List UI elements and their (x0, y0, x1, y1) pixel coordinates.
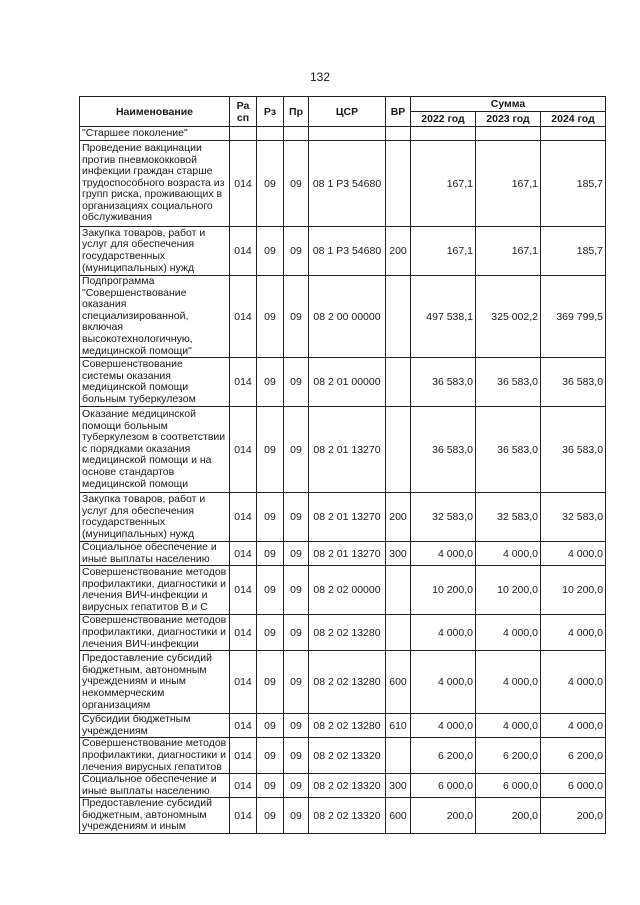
table-row (80, 798, 606, 834)
cell-s2022: 6 200,0 (411, 738, 476, 774)
cell-vr (386, 276, 411, 358)
cell-s2022: 167,1 (411, 141, 476, 227)
cell-csr: 08 2 00 00000 (309, 276, 386, 358)
cell-pr: 09 (284, 141, 309, 227)
cell-csr (309, 127, 386, 141)
cell-rz: 09 (257, 798, 284, 834)
cell-pr: 09 (284, 714, 309, 738)
cell-s2022: 4 000,0 (411, 714, 476, 738)
table-row (80, 358, 606, 407)
cell-rz: 09 (257, 276, 284, 358)
cell-s2022: 167,1 (411, 227, 476, 276)
cell-rasp (230, 127, 257, 141)
table-row (80, 615, 606, 651)
cell-s2023 (476, 127, 541, 141)
cell-vr (386, 566, 411, 615)
cell-s2022: 4 000,0 (411, 651, 476, 714)
cell-name: Предоставление субсидий бюджетным, автономным учреждениям и иным некоммерческим организациям (80, 651, 230, 714)
header-rasp: Ра сп (230, 97, 257, 127)
cell-rasp: 014 (230, 358, 257, 407)
cell-csr: 08 2 01 00000 (309, 358, 386, 407)
cell-name: Субсидии бюджетным учреждениям (80, 714, 230, 738)
cell-s2023: 167,1 (476, 227, 541, 276)
cell-rz: 09 (257, 651, 284, 714)
cell-vr (386, 127, 411, 141)
cell-s2023: 6 200,0 (476, 738, 541, 774)
cell-s2022: 4 000,0 (411, 542, 476, 566)
cell-name: Совершенствование системы оказания медицинской помощи больным туберкулезом (80, 358, 230, 407)
cell-vr (386, 738, 411, 774)
cell-s2024: 4 000,0 (541, 615, 606, 651)
cell-s2023: 36 583,0 (476, 358, 541, 407)
cell-vr: 200 (386, 227, 411, 276)
cell-s2024: 6 000,0 (541, 774, 606, 798)
cell-rasp: 014 (230, 227, 257, 276)
cell-rz: 09 (257, 774, 284, 798)
table-row (80, 493, 606, 542)
cell-csr: 08 2 01 13270 (309, 407, 386, 493)
cell-rz: 09 (257, 542, 284, 566)
cell-name: Совершенствование методов профилактики, диагностики и лечения ВИЧ-инфекции и вирусных гепатитов В и С (80, 566, 230, 615)
cell-s2024 (541, 127, 606, 141)
cell-rasp: 014 (230, 542, 257, 566)
cell-vr (386, 407, 411, 493)
cell-s2024: 36 583,0 (541, 407, 606, 493)
cell-rz: 09 (257, 566, 284, 615)
cell-s2024: 185,7 (541, 227, 606, 276)
cell-s2022: 497 538,1 (411, 276, 476, 358)
cell-csr: 08 2 02 13320 (309, 774, 386, 798)
cell-s2023: 200,0 (476, 798, 541, 834)
table-row (80, 714, 606, 738)
cell-rz: 09 (257, 141, 284, 227)
cell-rasp: 014 (230, 276, 257, 358)
table-row (80, 651, 606, 714)
cell-name: "Старшее поколение" (80, 127, 230, 141)
cell-rasp: 014 (230, 774, 257, 798)
header-sum: Сумма (411, 97, 606, 112)
cell-rz: 09 (257, 227, 284, 276)
cell-s2022: 10 200,0 (411, 566, 476, 615)
cell-rasp: 014 (230, 141, 257, 227)
cell-rasp: 014 (230, 798, 257, 834)
cell-pr: 09 (284, 227, 309, 276)
cell-rz: 09 (257, 615, 284, 651)
header-2023: 2023 год (476, 112, 541, 127)
cell-s2023: 36 583,0 (476, 407, 541, 493)
cell-s2023: 4 000,0 (476, 651, 541, 714)
cell-s2023: 167,1 (476, 141, 541, 227)
cell-rasp: 014 (230, 493, 257, 542)
header-csr: ЦСР (309, 97, 386, 127)
table-row (80, 542, 606, 566)
cell-s2023: 4 000,0 (476, 542, 541, 566)
cell-csr: 08 2 02 13320 (309, 738, 386, 774)
cell-pr: 09 (284, 542, 309, 566)
cell-vr: 610 (386, 714, 411, 738)
cell-pr: 09 (284, 798, 309, 834)
cell-s2023: 10 200,0 (476, 566, 541, 615)
cell-pr: 09 (284, 407, 309, 493)
cell-pr: 09 (284, 738, 309, 774)
cell-vr: 300 (386, 542, 411, 566)
table-row (80, 566, 606, 615)
cell-rz: 09 (257, 493, 284, 542)
table-row (80, 276, 606, 358)
cell-rasp: 014 (230, 738, 257, 774)
cell-vr: 600 (386, 651, 411, 714)
cell-vr (386, 358, 411, 407)
cell-rasp: 014 (230, 714, 257, 738)
cell-rz: 09 (257, 738, 284, 774)
cell-s2024: 4 000,0 (541, 651, 606, 714)
cell-s2023: 4 000,0 (476, 714, 541, 738)
cell-vr (386, 615, 411, 651)
cell-csr: 08 1 P3 54680 (309, 141, 386, 227)
cell-s2024: 185,7 (541, 141, 606, 227)
cell-csr: 08 2 02 13280 (309, 615, 386, 651)
cell-name: Совершенствование методов профилактики, диагностики и лечения ВИЧ-инфекции (80, 615, 230, 651)
cell-rz: 09 (257, 714, 284, 738)
cell-rasp: 014 (230, 407, 257, 493)
cell-s2024: 32 583,0 (541, 493, 606, 542)
table-row (80, 738, 606, 774)
cell-s2023: 32 583,0 (476, 493, 541, 542)
cell-s2023: 325 002,2 (476, 276, 541, 358)
budget-table (79, 96, 606, 834)
cell-vr: 200 (386, 493, 411, 542)
cell-s2024: 6 200,0 (541, 738, 606, 774)
table-row (80, 127, 606, 141)
table-row (80, 407, 606, 493)
table-body (80, 127, 606, 834)
cell-csr: 08 2 02 13280 (309, 651, 386, 714)
header-name: Наименование (80, 97, 230, 127)
cell-name: Оказание медицинской помощи больным туберкулезом в соответствии с порядками оказания медицинской помощи и на основе стандартов медицинской помощи (80, 407, 230, 493)
cell-s2022: 4 000,0 (411, 615, 476, 651)
cell-s2024: 369 799,5 (541, 276, 606, 358)
cell-csr: 08 2 02 13320 (309, 798, 386, 834)
table-row (80, 141, 606, 227)
cell-name: Предоставление субсидий бюджетным, автономным учреждениям и иным (80, 798, 230, 834)
cell-s2023: 4 000,0 (476, 615, 541, 651)
header-rz: Рз (257, 97, 284, 127)
cell-s2022: 36 583,0 (411, 407, 476, 493)
cell-s2024: 10 200,0 (541, 566, 606, 615)
cell-csr: 08 1 P3 54680 (309, 227, 386, 276)
cell-s2022 (411, 127, 476, 141)
cell-name: Совершенствование методов профилактики, диагностики и лечения вирусных гепатитов (80, 738, 230, 774)
cell-vr (386, 141, 411, 227)
cell-s2022: 200,0 (411, 798, 476, 834)
cell-pr: 09 (284, 358, 309, 407)
page-number: 132 (309, 70, 331, 84)
cell-pr: 09 (284, 566, 309, 615)
cell-csr: 08 2 02 00000 (309, 566, 386, 615)
header-2024: 2024 год (541, 112, 606, 127)
cell-s2024: 4 000,0 (541, 542, 606, 566)
table-header (80, 97, 606, 127)
cell-pr: 09 (284, 276, 309, 358)
header-2022: 2022 год (411, 112, 476, 127)
cell-s2022: 36 583,0 (411, 358, 476, 407)
cell-vr: 600 (386, 798, 411, 834)
cell-rasp: 014 (230, 615, 257, 651)
cell-name: Социальное обеспечение и иные выплаты населению (80, 774, 230, 798)
cell-name: Закупка товаров, работ и услуг для обеспечения государственных (муниципальных) нужд (80, 227, 230, 276)
cell-s2022: 6 000,0 (411, 774, 476, 798)
cell-vr: 300 (386, 774, 411, 798)
cell-s2024: 4 000,0 (541, 714, 606, 738)
table-row (80, 774, 606, 798)
cell-rz: 09 (257, 358, 284, 407)
cell-pr: 09 (284, 651, 309, 714)
table-row (80, 227, 606, 276)
header-vr: ВР (386, 97, 411, 127)
cell-name: Подпрограмма "Совершенствование оказания специализированной, включая высокотехнологичную, медицинской помощи" (80, 276, 230, 358)
cell-pr: 09 (284, 774, 309, 798)
cell-rz (257, 127, 284, 141)
cell-pr (284, 127, 309, 141)
cell-name: Социальное обеспечение и иные выплаты населению (80, 542, 230, 566)
cell-name: Проведение вакцинации против пневмококковой инфекции граждан старше трудоспособного возраста из групп риска, проживающих в организациях социального обслуживания (80, 141, 230, 227)
cell-rz: 09 (257, 407, 284, 493)
cell-s2022: 32 583,0 (411, 493, 476, 542)
cell-s2023: 6 000,0 (476, 774, 541, 798)
cell-s2024: 36 583,0 (541, 358, 606, 407)
cell-csr: 08 2 02 13280 (309, 714, 386, 738)
header-pr: Пр (284, 97, 309, 127)
cell-pr: 09 (284, 493, 309, 542)
cell-csr: 08 2 01 13270 (309, 542, 386, 566)
cell-name: Закупка товаров, работ и услуг для обеспечения государственных (муниципальных) нужд (80, 493, 230, 542)
cell-pr: 09 (284, 615, 309, 651)
cell-csr: 08 2 01 13270 (309, 493, 386, 542)
cell-rasp: 014 (230, 651, 257, 714)
cell-rasp: 014 (230, 566, 257, 615)
cell-s2024: 200,0 (541, 798, 606, 834)
